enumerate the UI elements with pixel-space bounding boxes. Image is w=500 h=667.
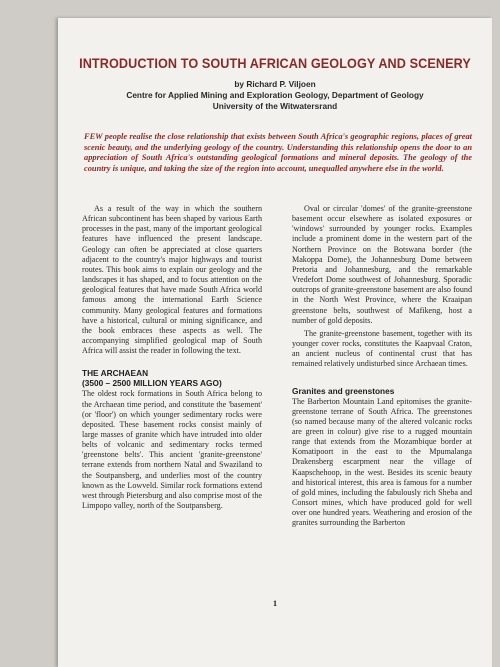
right-paragraph-1: Oval or circular 'domes' of the granite-greenstone basement occur elsewhere as isolated exposures or 'windows' surrounded by younger rocks. Examples include a prominent dome in the western part of the Northern Province on the Botswana border (the Makoppa Dome), the Johannesburg Dome between Pretoria and Johannesburg, and the remarkable Vredefort Dome southwest of Johannesburg. Sporadic outcrops of granite-greenstone basement are also found in the North West Province, where the Kraaipan greenstone belts, southwest of Mafikeng, host a number of gold deposits. [292, 204, 472, 325]
archaean-heading [82, 368, 262, 388]
archaean-heading-title: THE ARCHAEAN [82, 368, 149, 379]
book-page [58, 18, 492, 667]
left-column [82, 204, 262, 511]
article-title: INTRODUCTION TO SOUTH AFRICAN GEOLOGY AND SCENERY [79, 56, 471, 71]
intro-paragraph: FEW people realise the close relationship that exists between South Africa's geographic regions, places of great scenic beauty, and the underlying geology of the country. Understanding this relationship opens the door to an appreciation of South Africa's outstanding geological formations and mineral deposits. The geology of the country is unique, and taking the size of the region into account, unequalled anywhere else in the world. [84, 132, 472, 174]
left-paragraph-1: As a result of the way in which the southern African subcontinent has been shaped by various Earth processes in the past, many of the important geological features have influenced the present landscape. Geology can often be appreciated at close quarters adjacent to the country's major highways and tourist routes. This book aims to explain our geology and the landscapes it has shaped, and to focus attention on the geological features that have made South Africa world famous among the international Earth Science community. Many geological features and formations have a historical, cultural or mining significance, and the book embraces these aspects as well. The accompanying simplified geological map of South Africa will assist the reader in following the text. [82, 204, 262, 356]
affiliation-line-1: Centre for Applied Mining and Exploration Geology, Department of Geology [126, 90, 424, 100]
right-column [292, 204, 472, 529]
right-paragraph-3: The Barberton Mountain Land epitomises the granite-greenstone terrane of South Africa. The greenstones (so named because many of the altered volcanic rocks are green in colour) give rise to a rugged mountain range that extends from the Mozambique border at Komatipoort in the east to the Mpumalanga Drakensberg escarpment near the village of Kaapschehoop, in the west. Besides its scenic beauty and historical interest, this area is famous for a number of gold mines, including the fabulously rich Sheba and Consort mines, which have produced gold for well over one hundred years. Weathering and erosion of the granites surrounding the Barberton [292, 396, 472, 528]
archaean-heading-dates: (3500 – 2500 MILLION YEARS AGO) [82, 378, 222, 389]
granites-heading: Granites and greenstones [292, 385, 395, 396]
author-line: by Richard P. Viljoen [234, 79, 316, 89]
affiliation-line-2: University of the Witwatersrand [212, 101, 338, 111]
right-paragraph-2: The granite-greenstone basement, together with its younger cover rocks, constitutes the Kaapvaal Craton, an ancient nucleus of continental crust that has remained relatively undisturbed since Archaean times. [292, 328, 472, 369]
page-number: 1 [272, 598, 278, 608]
left-paragraph-2: The oldest rock formations in South Africa belong to the Archaean time period, and constitute the 'basement' (or 'floor') on which younger sedimentary rocks were deposited. These basement rocks consist mainly of large masses of granite which have intruded into older belts of volcanic and sedimentary rocks termed 'greenstone belts'. This ancient 'granite-greenstone' terrane extends from northern Natal and Swaziland to the Soutpansberg, and underlies most of the country known as the Lowveld. Similar rock formations extend west through Pietersburg and also comprise most of the Limpopo valley, north of the Soutpansberg. [82, 389, 262, 511]
